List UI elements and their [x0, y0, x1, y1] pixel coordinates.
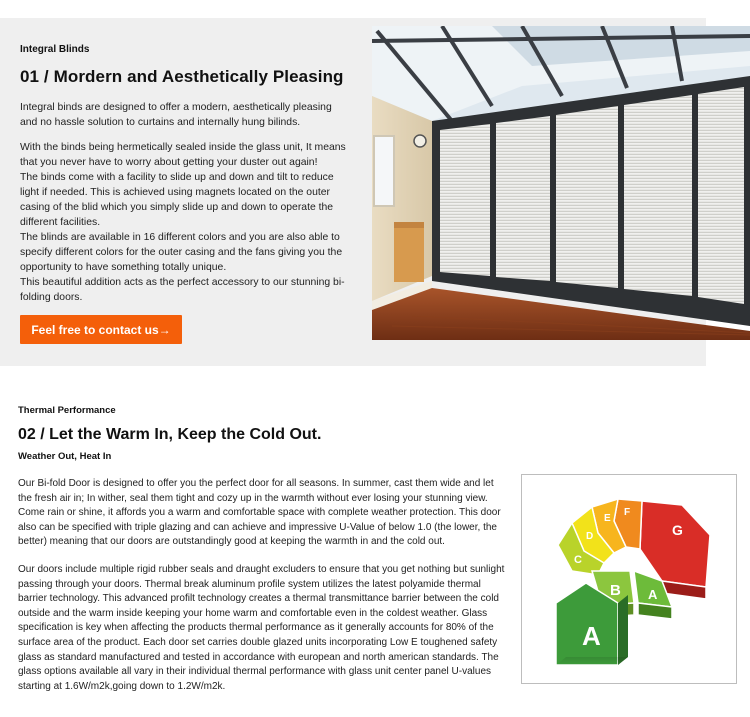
paragraph: Integral binds are designed to offer a modern, aesthetically pleasing and no hassle solution to curtains and internally hung bilinds. — [20, 102, 332, 128]
paragraph: The binds come with a facility to slide up and down and tilt to reduce light if needed. This is achieved using magnets located on the outer casing of the blid which you simply slide up and down to operate the different facilities. — [20, 172, 334, 228]
paragraph: Our doors include multiple rigid rubber seals and draught excluders to ensure that you get nothing but sunlight passing through your doors. Thermal break aluminum profile system utilizes the latest polyamide thermal barrier technology. This advanced profilt technology creates a thermal transmittance barrier between the cold outside and the warm inside keeping your home warm and comfortable even in the coldest weather. Glass specification is key when affecting the products thermal performance as it generally accounts for 80% of the surface area of the product. Each door set carries double glazed units incorporating Low E toughened safety glass as standard manufactured and tested in accordance with european and north american standards. The glass options available all vary in their individual thermal performance with glass unit center panel U-values starting at 1.6W/m2k,going down to 1.2W/m2k. — [18, 563, 505, 692]
bifold-door-photo — [372, 26, 750, 340]
paragraph: With the binds being hermetically sealed inside the glass unit, It means that you never have to worry about getting your duster out again! — [20, 142, 346, 168]
section-title: 02 / Let the Warm In, Keep the Cold Out. — [18, 426, 322, 443]
paragraph: This beautiful addition acts as the perfect accessory to our stunning bi-folding doors. — [20, 277, 345, 303]
energy-label-d: D — [586, 531, 594, 542]
energy-rating-graphic — [521, 474, 737, 684]
thermal-performance-section — [18, 405, 508, 694]
section-eyebrow: Integral Blinds — [20, 44, 90, 55]
energy-label-f: F — [624, 507, 631, 518]
section-title: 01 / Mordern and Aesthetically Pleasing — [20, 67, 344, 86]
paragraph: The blinds are available in 16 different colors and you are also able to specify different colors for the outer casing and the fans giving you the opportunity to have something totally unique. — [20, 232, 343, 273]
energy-label-g: G — [672, 522, 683, 538]
energy-label-e: E — [604, 513, 611, 524]
energy-rating-wheel — [522, 475, 736, 683]
paragraph: Our Bi-fold Door is designed to offer you the perfect door for all seasons. In summer, cast them wide and let the fresh air in; In wither, seal them tight and cozy up in the warmth without ever losing your stunning view. Come rain or shine, it affords you a warm and comfortable space with complete weather protection. This door also can be specified with triple glazing and can achieve and impressive U-Value of below 1.0 (the lower, the better) meaning that our doors are outstandingly good at keeping the warmth in and the cold out. — [18, 478, 501, 548]
bifold-door-illustration — [372, 26, 750, 340]
energy-label-c: C — [574, 554, 582, 566]
energy-label-a: A — [582, 621, 601, 651]
energy-label-a-small: A — [648, 587, 658, 602]
section-subtitle: Weather Out, Heat In — [18, 451, 112, 462]
section-eyebrow: Thermal Performance — [18, 405, 116, 416]
integral-blinds-text — [20, 44, 350, 305]
contact-us-button[interactable]: Feel free to contact us→ — [20, 315, 182, 344]
energy-label-b: B — [610, 582, 621, 599]
